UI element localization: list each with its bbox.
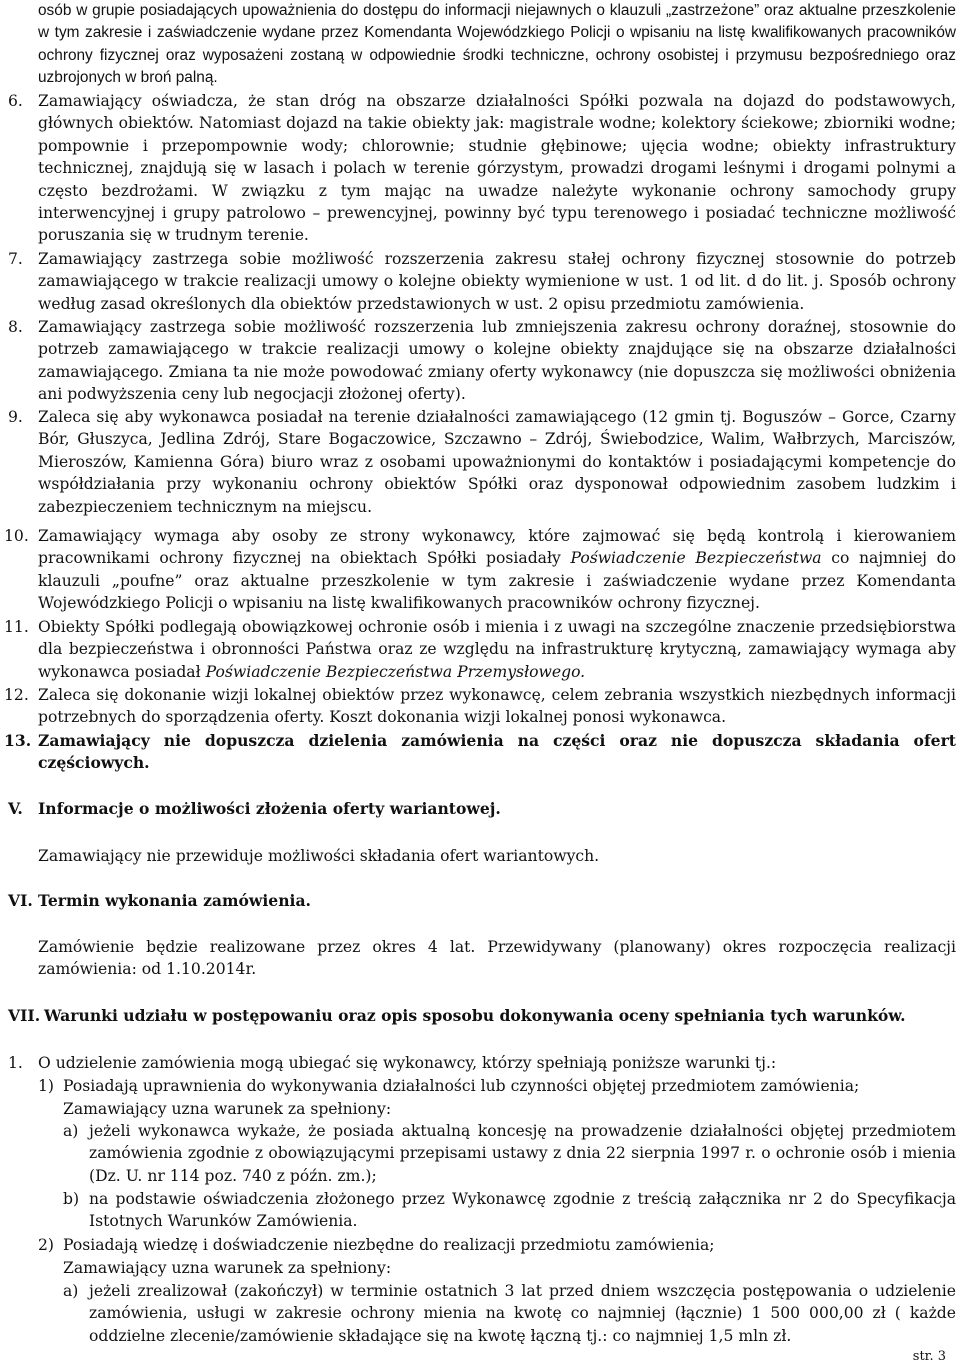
emphasis-poswiadczenie-przemyslowe: Poświadczenie Bezpieczeństwa Przemysłowego.	[205, 662, 586, 681]
document-page: osób w grupie posiadających upoważnienia do dostępu do informacji niejawnych o klauzuli „zastrzeżone” oraz aktualne przeszkolenie w tym zakresie i zaświadczenie wydane przez Komendanta Wojewódzkiego Policji o wpisaniu na listę kwalifikowanych pracowników ochrony fizycznej oraz wyposażeni zostaną w odpowiednie środki techniczne, ochrony osobistej i przymusu bezpośredniego oraz uzbrojonych w broń palną. 6. Zamawiający oświadcza, że stan dróg na obszarze działalności Spółki pozwala na dojazd do podstawowych, głównych obiektów. Natomiast dojazd na takie obiekty jak: magistrale wodne; kolektory ściekowe; zbiorniki wodne; pompownie i przepompownie wody; chlorownie; studnie głębinowe; ujęcia wodne; obiekty infrastruktury technicznej, znajdują się w lasach i polach w terenie górzystym, prowadzi drogami leśnymi i drogami polnymi a często bezdrożami. W związku z tym mając na uwadze należyte wykonanie ochrony samochody grupy interwencyjnej i grupy patrolowo – prewencyjnej, powinny być typu terenowego i posiadać techniczne możliwość poruszania się w trudnym terenie. 7. Zamawiający zastrzega sobie możliwość rozszerzenia zakresu stałej ochrony fizycznej stosownie do potrzeb zamawiającego w trakcie realizacji umowy o kolejne obiekty wymienione w ust. 1 od lit. d do lit. j. Sposób ochrony według zasad określonych dla obiektów przedstawionych w ust. 2 opisu przedmiotu zamówienia. 8. Zamawiający zastrzega sobie możliwość rozszerzenia lub zmniejszenia zakresu ochrony doraźnej, stosownie do potrzeb zamawiającego w trakcie realizacji umowy o kolejne obiekty znajdujące się na obszarze działalności zamawiającego. Zmiana ta nie może powodować zmiany oferty wykonawcy (nie dopuszcza się możliwości obniżenia ani podwyższenia ceny lub negocjacji złożonej oferty). 9. Zaleca się aby wykonawca posiadał na terenie działalności zamawiającego (12 gmin tj. Boguszów – Gorce, Czarny Bór, Głuszyca, Jedlina Zdrój, Stare Bogaczowice, Szczawno – Zdrój, Świebodzice, Walim, Wałbrzych, Marciszów, Mieroszów, Kamienna Góra) biuro wraz z osobami upoważnionymi do kontaktów i posiadającymi kompetencje do współdziałania przy wykonaniu ochrony obiektów Spółki oraz dysponował odpowiednim zasobem ludzkim i zabezpieczeniem technicznym na miejscu. 10. Zamawiający wymaga aby osoby ze strony wykonawcy, które zajmować się będą kontrolą i kierowaniem pracownikami ochrony fizycznej na obiektach Spółki posiadały Poświadczenie Bezpieczeństwa co najmniej do klauzuli „poufne” oraz aktualne przeszkolenie w tym zakresie i zaświadczenie wydane przez Komendanta Wojewódzkiego Policji o wpisaniu na listę kwalifikowanych pracowników ochrony fizycznej. 11. Obiekty Spółki podlegają obowiązkowej ochronie osób i mienia i z uwagi na szczególne znaczenie przedsiębiorstwa dla bezpieczeństwa i obronności Państwa oraz ze względu na infrastrukturę krytyczną, zamawiający wymaga aby wykonawca posiadał Poświadczenie Bezpieczeństwa Przemysłowego. 12. Zaleca się dokonanie wizji lokalnej obiektów przez wykonawcę, celem zebrania wszystkich niezbędnych informacji potrzebnych do sporządzenia oferty. Koszt dokonania wizji lokalnej ponosi wykonawca. 13. Zamawiający nie dopuszcza dzielenia zamówienia na części oraz nie dopuszcza składania ofert częściowych. V. Informacje o możliwości złożenia oferty wariantowej. Zamawiający nie przewiduje możliwości składania ofert wariantowych. VI. Termin wykonania zamówienia. Zamówienie będzie realizowane przez okres 4 lat. Przewidywany (planowany) okres rozpoczęcia realizacji zamówienia: od 1.10.2014r. VII. Warunki udziału w postępowaniu oraz opis sposobu dokonywania oceny spełniania tych warunków. 1. O udzielenie zamówienia mogą ubiegać się wykonawcy, którzy spełniają poniższe warunki tj.: 1) Posiadają uprawnienia do wykonywania działalności lub czynności objętej przedmiotem zamówienia; Zamawiający uzna warunek za spełniony: a) jeżeli wykonawca wykaże, że posiada aktualną koncesję na prowadzenie działalności objętej przedmiotem zamówienia zgodnie z obowiązującymi przepisami ustawy z dnia 22 sierpnia 1997 r. o ochronie osób i mienia (Dz. U. nr 114 poz. 740 z późn. zm.); b) na podstawie oświadczenia złożonego przez Wykonawcę zgodnie z treścią załącznika nr 2 do Specyfikacja Istotnych Warunków Zamówienia. 2) Posiadają wiedzę i doświadczenie niezbędne do realizacji przedmiotu zamówienia; Zamawiający uzna warunek za spełniony: a) jeżeli zrealizował (zakończył) w terminie ostatnich 3 lat przed dniem wszczęcia postępowania o udzielenie zamówienia, usługi w zakresie ochrony mienia na kwotę co najmniej (łącznie) 1 500 000,00 zł ( każde oddzielne zlecenie/zamówienie składające się na kwotę łączną tj.: co najmniej 1,5 mln zł. str. 3	[4, 2, 956, 1364]
emphasis-poswiadczenie: Poświadczenie Bezpieczeństwa	[570, 549, 822, 568]
page-number: str. 3	[912, 1349, 946, 1364]
